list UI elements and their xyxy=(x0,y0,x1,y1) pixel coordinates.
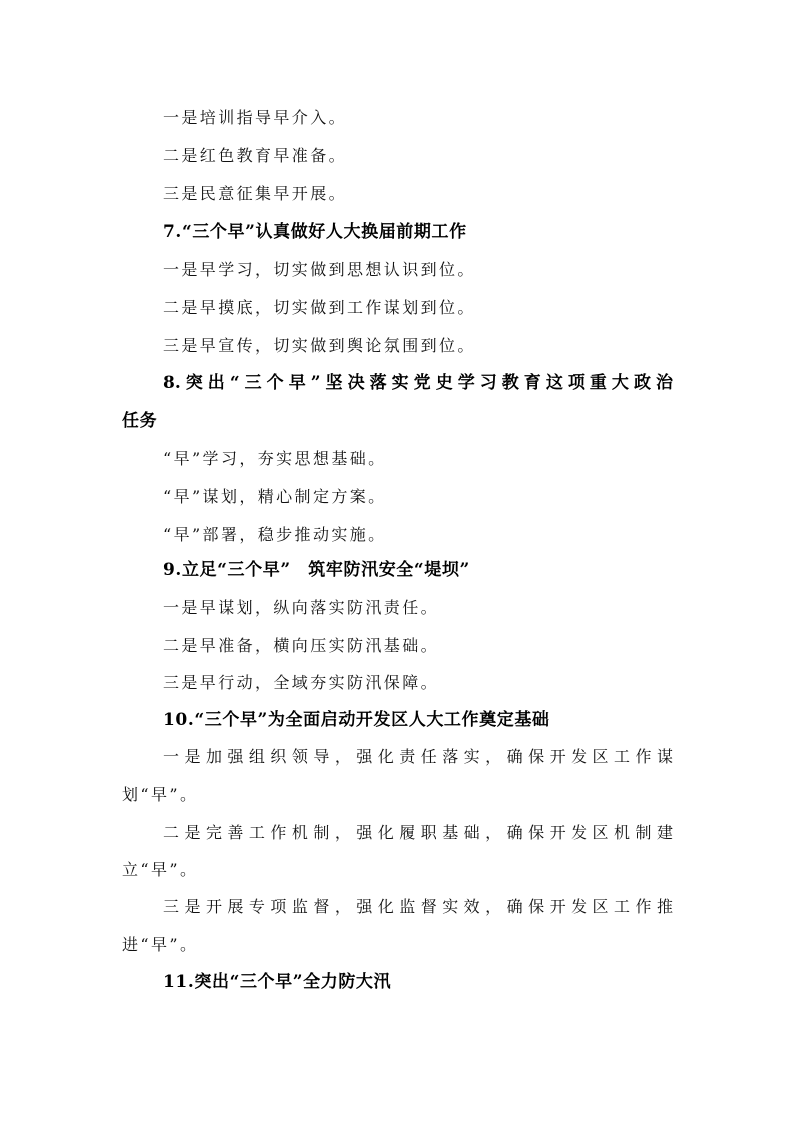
section-heading: 10.“三个早”为全面启动开发区人大工作奠定基础 xyxy=(163,710,550,730)
paragraph-continued: 划“早”。 xyxy=(122,785,199,804)
section-heading: 7.“三个早”认真做好人大换届前期工作 xyxy=(163,222,467,242)
paragraph: “早”谋划，精心制定方案。 xyxy=(163,487,387,506)
paragraph: 一是早学习，切实做到思想认识到位。 xyxy=(163,260,476,279)
paragraph: 三是开展专项监督，强化监督实效，确保开发区工作推 xyxy=(163,897,673,916)
paragraph: 二是早准备，横向压实防汛基础。 xyxy=(163,636,440,655)
section-heading: 8.突出“三个早”坚决落实党史学习教育这项重大政治 xyxy=(163,373,673,393)
section-heading: 9.立足“三个早” 筑牢防汛安全“堤坝” xyxy=(163,560,470,580)
paragraph: 一是早谋划，纵向落实防汛责任。 xyxy=(163,598,440,617)
paragraph: 一是培训指导早介入。 xyxy=(163,108,348,127)
section-heading: 11.突出“三个早”全力防大汛 xyxy=(163,972,392,992)
section-heading-continued: 任务 xyxy=(122,411,158,431)
paragraph-continued: 进“早”。 xyxy=(122,935,199,954)
paragraph: 一是加强组织领导，强化责任落实，确保开发区工作谋 xyxy=(163,747,673,766)
paragraph: “早”学习，夯实思想基础。 xyxy=(163,449,387,468)
paragraph: 三是早行动，全域夯实防汛保障。 xyxy=(163,673,440,692)
paragraph-continued: 立“早”。 xyxy=(122,860,199,879)
paragraph: 三是早宣传，切实做到舆论氛围到位。 xyxy=(163,336,476,355)
paragraph: 三是民意征集早开展。 xyxy=(163,184,348,203)
paragraph: 二是早摸底，切实做到工作谋划到位。 xyxy=(163,298,476,317)
paragraph: “早”部署，稳步推动实施。 xyxy=(163,525,387,544)
paragraph: 二是红色教育早准备。 xyxy=(163,146,348,165)
paragraph: 二是完善工作机制，强化履职基础，确保开发区机制建 xyxy=(163,823,673,842)
